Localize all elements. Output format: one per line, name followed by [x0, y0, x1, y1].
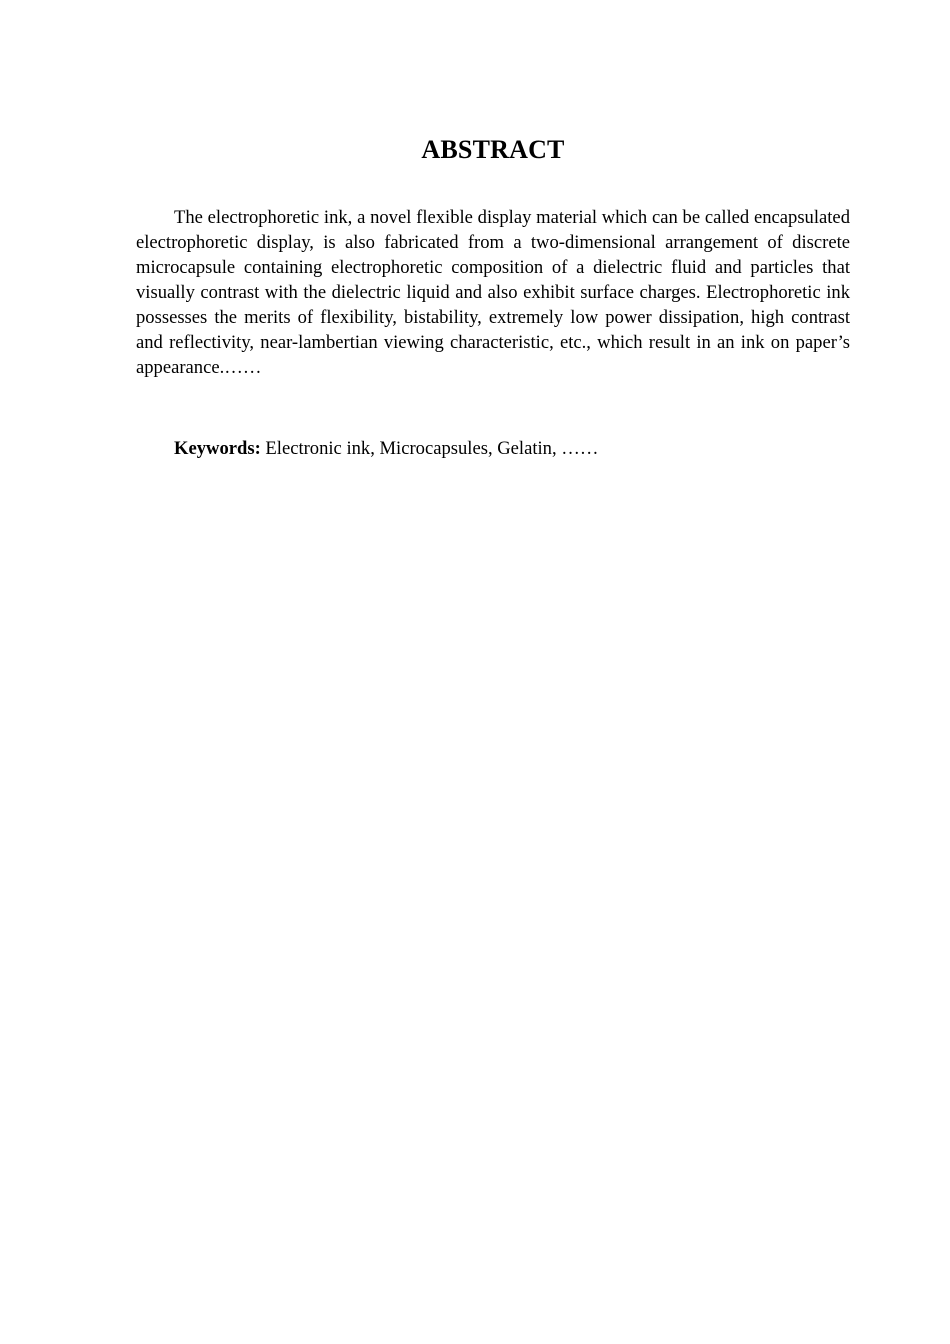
abstract-paragraph: The electrophoretic ink, a novel flexible display material which can be called encapsulated electrophoretic display, is also fabricated from a two-dimensional arrangement of discrete microcapsule containing electrophoretic composition of a dielectric fluid and particles that visually contrast with the dielectric liquid and also exhibit surface charges. Electrophoretic ink possesses the merits of flexibility, bistability, extremely low power dissipation, high contrast and reflectivity, near-lambertian viewing characteristic, etc., which result in an ink on paper’s appearance.…… — [136, 207, 850, 378]
keywords-value: Electronic ink, Microcapsules, Gelatin, …… — [260, 438, 599, 459]
keywords-line — [136, 436, 850, 461]
abstract-title: ABSTRACT — [421, 135, 565, 164]
keywords-label: Keywords: — [174, 438, 261, 459]
